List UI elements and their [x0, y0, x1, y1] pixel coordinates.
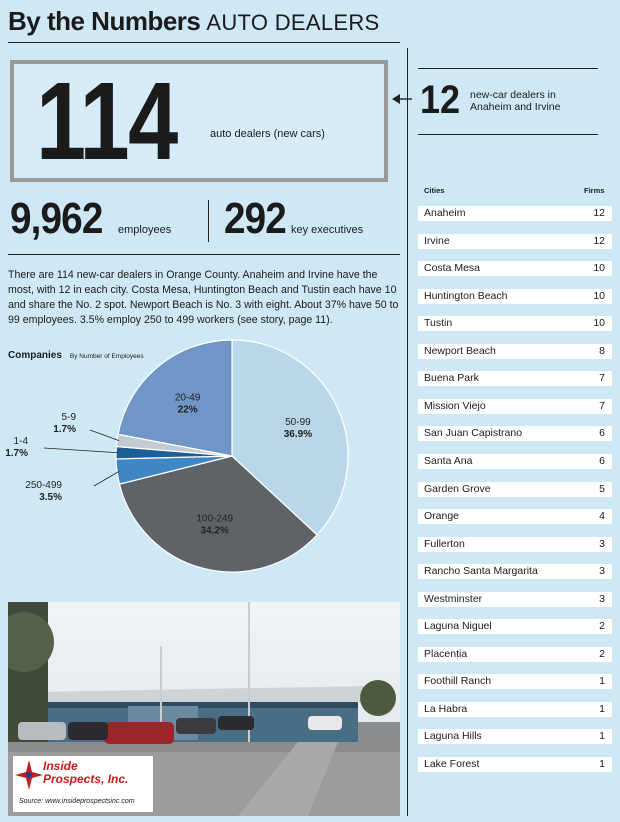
- city-name: La Habra: [424, 703, 468, 715]
- executives-caption: key executives: [291, 224, 364, 236]
- city-name: Laguna Niguel: [424, 620, 492, 632]
- slice-label-20-49: 20-49: [174, 392, 201, 404]
- side-stat-bottom-rule: [418, 134, 598, 135]
- leader-line-250-499: [94, 471, 119, 486]
- table-row: [418, 426, 612, 441]
- employees-caption: employees: [118, 224, 172, 236]
- city-name: Huntington Beach: [424, 290, 508, 302]
- source-credit: Source: www.insideprospectsinc.com: [19, 798, 135, 805]
- firm-count: 6: [599, 427, 605, 439]
- chart-title-text: Companies: [8, 350, 62, 361]
- firm-count: 10: [593, 262, 605, 274]
- leader-line-5-9: [90, 430, 119, 441]
- logo-line-1: Inside: [43, 759, 78, 773]
- firm-count: 2: [599, 620, 605, 632]
- city-name: Laguna Hills: [424, 730, 482, 742]
- title-rule: [8, 42, 400, 43]
- chart-subtitle: By Number of Employees: [69, 353, 144, 360]
- slice-value-1-4: 1.7%: [5, 448, 28, 459]
- firm-count: 5: [599, 483, 605, 495]
- slice-value-5-9: 1.7%: [53, 424, 76, 435]
- city-name: Costa Mesa: [424, 262, 481, 274]
- table-row: [418, 316, 612, 331]
- table-row: [418, 619, 612, 634]
- leader-line-1-4: [44, 448, 118, 453]
- slice-value-100-249: 34.2%: [200, 525, 229, 537]
- table-row: [418, 371, 612, 386]
- hero-stat-box: [10, 60, 388, 182]
- stats-rule: [8, 254, 400, 255]
- firm-count: 7: [599, 372, 605, 384]
- firm-count: 1: [599, 758, 605, 770]
- firm-count: 6: [599, 455, 605, 467]
- slice-value-250-499: 3.5%: [39, 492, 62, 503]
- city-name: Tustin: [424, 317, 453, 329]
- table-row: [418, 206, 612, 221]
- compass-star-icon: [15, 760, 43, 790]
- slice-label-5-9: 5-9: [61, 412, 76, 423]
- table-row: [418, 674, 612, 689]
- city-name: Garden Grove: [424, 483, 491, 495]
- table-row: [418, 261, 612, 276]
- employees-pie-chart: [0, 330, 400, 598]
- city-name: Anaheim: [424, 207, 466, 219]
- city-name: Foothill Ranch: [424, 675, 492, 687]
- employees-value: 9,962: [10, 194, 103, 243]
- dealership-photo: [8, 602, 400, 816]
- hero-stat-caption: auto dealers (new cars): [210, 128, 325, 140]
- firm-count: 12: [593, 207, 605, 219]
- city-name: Placentia: [424, 648, 468, 660]
- logo-wordmark: [43, 760, 128, 786]
- side-stat-value: 12: [420, 78, 461, 122]
- table-row: [418, 509, 612, 524]
- firm-count: 2: [599, 648, 605, 660]
- arrow-left-icon: [392, 93, 412, 105]
- logo-line-2: Prospects, Inc.: [43, 772, 129, 786]
- slice-value-20-49: 22%: [177, 404, 198, 416]
- table-row: [418, 564, 612, 579]
- firm-count: 4: [599, 510, 605, 522]
- slice-label-100-249: 100-249: [196, 513, 234, 525]
- side-stat-top-rule: [418, 68, 598, 69]
- table-row: [418, 592, 612, 607]
- title-bold: By the Numbers: [8, 6, 201, 36]
- inside-prospects-logo: [13, 756, 153, 812]
- firm-count: 7: [599, 400, 605, 412]
- table-row: [418, 289, 612, 304]
- page-title: [8, 6, 380, 37]
- firm-count: 3: [599, 538, 605, 550]
- firm-count: 10: [593, 290, 605, 302]
- slice-label-250-499: 250-499: [25, 480, 62, 491]
- table-row: [418, 702, 612, 717]
- table-header-cities: Cities: [424, 186, 445, 195]
- title-subtitle: AUTO DEALERS: [206, 10, 380, 35]
- slice-value-50-99: 36.9%: [283, 429, 313, 441]
- table-row: [418, 757, 612, 772]
- stats-divider: [208, 200, 209, 242]
- firm-count: 1: [599, 675, 605, 687]
- city-name: Santa Ana: [424, 455, 473, 467]
- city-name: Westminster: [424, 593, 483, 605]
- table-row: [418, 482, 612, 497]
- side-stat-caption: new-car dealers in Anaheim and Irvine: [470, 89, 561, 113]
- city-name: Fullerton: [424, 538, 465, 550]
- table-row: [418, 399, 612, 414]
- table-header-firms: Firms: [584, 186, 605, 195]
- city-name: Lake Forest: [424, 758, 480, 770]
- table-row: [418, 234, 612, 249]
- firm-count: 1: [599, 703, 605, 715]
- slice-label-1-4: 1-4: [13, 436, 28, 447]
- city-name: San Juan Capistrano: [424, 427, 523, 439]
- slice-label-50-99: 50-99: [285, 417, 311, 429]
- table-row: [418, 647, 612, 662]
- city-name: Irvine: [424, 235, 450, 247]
- city-name: Orange: [424, 510, 460, 522]
- city-name: Newport Beach: [424, 345, 496, 357]
- firm-count: 10: [593, 317, 605, 329]
- firm-count: 3: [599, 565, 605, 577]
- column-divider: [407, 48, 408, 816]
- table-row: [418, 454, 612, 469]
- executives-value: 292: [224, 194, 286, 243]
- city-name: Buena Park: [424, 372, 479, 384]
- firm-count: 8: [599, 345, 605, 357]
- table-row: [418, 729, 612, 744]
- summary-paragraph: There are 114 new-car dealers in Orange County. Anaheim and Irvine have the most, with 12 in each city. Costa Mesa, Huntington Beach and Tustin each have 10 and share the No. 2 spot. Newport Beach is No. 3 with eight. About 37% have 50 to 99 employees. 3.5% employ 250 to 499 workers (see story, page 11).: [8, 269, 399, 326]
- firm-count: 3: [599, 593, 605, 605]
- firm-count: 12: [593, 235, 605, 247]
- city-name: Rancho Santa Margarita: [424, 565, 538, 577]
- city-name: Mission Viejo: [424, 400, 486, 412]
- table-row: [418, 344, 612, 359]
- table-row: [418, 537, 612, 552]
- hero-stat-value: 114: [36, 60, 177, 183]
- firm-count: 1: [599, 730, 605, 742]
